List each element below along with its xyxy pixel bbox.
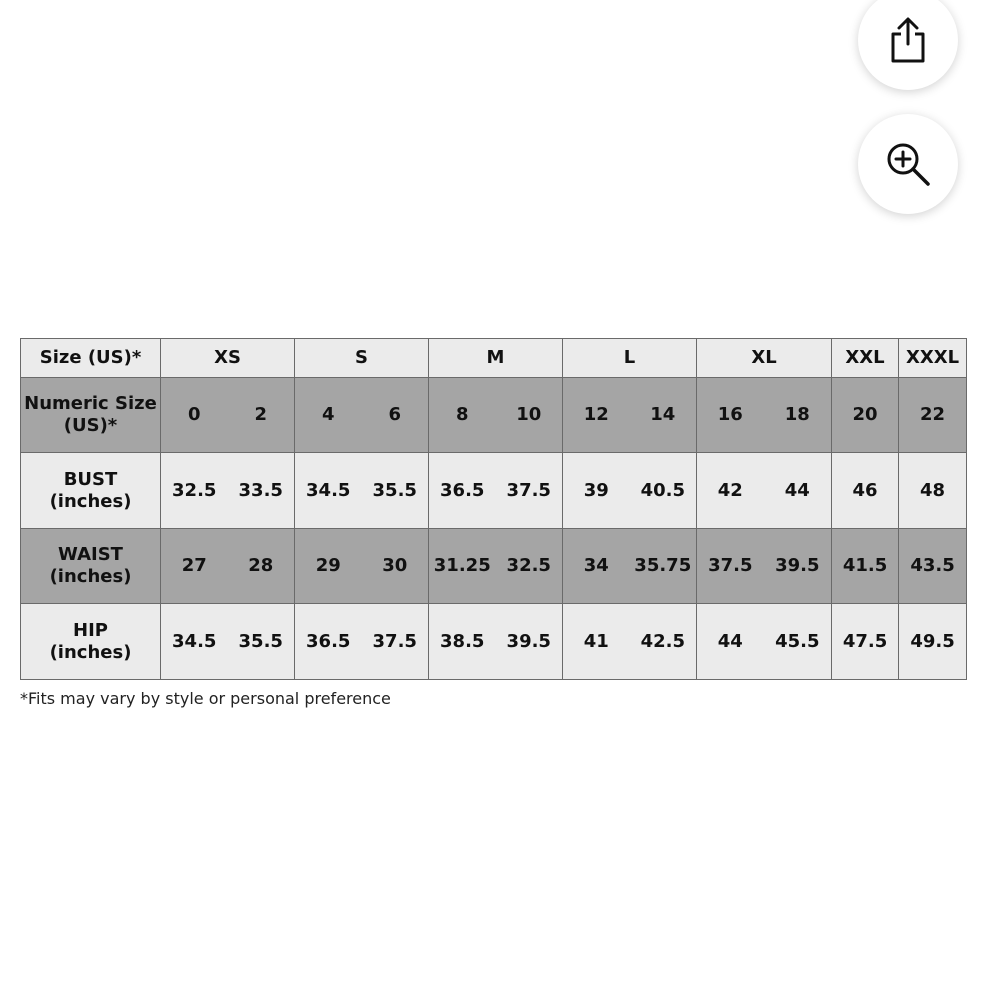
zoom-button[interactable] — [858, 114, 958, 214]
table-cell: 37.5 — [697, 528, 764, 604]
table-cell: 37.5 — [496, 453, 563, 529]
size-header-row — [21, 339, 967, 378]
table-cell: 28 — [228, 528, 295, 604]
table-cell: 41.5 — [832, 528, 899, 604]
row-label-line1: WAIST — [58, 544, 123, 566]
table-cell: 41 — [563, 604, 630, 680]
row-label-line1: BUST — [63, 468, 118, 490]
table-cell: 34 — [563, 528, 630, 604]
row-label-line2: (US)* — [63, 414, 118, 436]
table-cell: 48 — [899, 453, 967, 529]
table-cell: 33.5 — [228, 453, 295, 529]
size-us-header: Size (US)* — [21, 339, 161, 378]
table-cell: 12 — [563, 377, 630, 453]
table-cell: 34.5 — [161, 604, 228, 680]
hip-row — [21, 604, 967, 680]
size-l: L — [563, 339, 697, 378]
table-cell: 10 — [496, 377, 563, 453]
waist-row — [21, 528, 967, 604]
table-cell: 47.5 — [832, 604, 899, 680]
table-cell: 2 — [228, 377, 295, 453]
table-cell: 49.5 — [899, 604, 967, 680]
table-cell: 4 — [295, 377, 362, 453]
table-cell: 39.5 — [496, 604, 563, 680]
table-cell: 43.5 — [899, 528, 967, 604]
table-cell: 40.5 — [630, 453, 697, 529]
table-cell: 34.5 — [295, 453, 362, 529]
table-cell: 44 — [764, 453, 832, 529]
size-chart-image — [20, 338, 967, 680]
table-cell: 14 — [630, 377, 697, 453]
table-cell: 44 — [697, 604, 764, 680]
share-icon — [888, 16, 928, 64]
table-cell: 35.5 — [228, 604, 295, 680]
table-cell: 22 — [899, 377, 967, 453]
table-cell: 18 — [764, 377, 832, 453]
bust-row — [21, 453, 967, 529]
table-cell: 42 — [697, 453, 764, 529]
table-cell: 8 — [429, 377, 496, 453]
size-chart-table — [20, 338, 967, 680]
table-cell: 36.5 — [295, 604, 362, 680]
table-cell: 20 — [832, 377, 899, 453]
size-xxxl: XXXL — [899, 339, 967, 378]
table-cell: 45.5 — [764, 604, 832, 680]
row-label-line2: (inches) — [49, 566, 132, 588]
numeric-size-row — [21, 377, 967, 453]
table-cell: 32.5 — [496, 528, 563, 604]
table-cell: 36.5 — [429, 453, 496, 529]
table-cell: 38.5 — [429, 604, 496, 680]
row-label-line2: (inches) — [49, 490, 132, 512]
row-label-line2: (inches) — [49, 641, 132, 663]
table-cell: 0 — [161, 377, 228, 453]
table-cell: 31.25 — [429, 528, 496, 604]
table-cell: 27 — [161, 528, 228, 604]
table-cell: 39 — [563, 453, 630, 529]
fit-footnote: *Fits may vary by style or personal preference — [20, 689, 391, 708]
row-label — [21, 528, 161, 604]
table-cell: 35.5 — [362, 453, 429, 529]
row-label — [21, 453, 161, 529]
row-label — [21, 377, 161, 453]
size-xs: XS — [161, 339, 295, 378]
table-cell: 35.75 — [630, 528, 697, 604]
table-cell: 29 — [295, 528, 362, 604]
table-cell: 6 — [362, 377, 429, 453]
size-xxl: XXL — [832, 339, 899, 378]
row-label — [21, 604, 161, 680]
size-m: M — [429, 339, 563, 378]
table-cell: 16 — [697, 377, 764, 453]
size-xl: XL — [697, 339, 832, 378]
table-cell: 39.5 — [764, 528, 832, 604]
share-button[interactable] — [858, 0, 958, 90]
size-s: S — [295, 339, 429, 378]
row-label-line1: HIP — [73, 620, 108, 642]
table-cell: 46 — [832, 453, 899, 529]
zoom-in-icon — [884, 140, 932, 188]
row-label-line1: Numeric Size — [24, 393, 157, 415]
table-cell: 30 — [362, 528, 429, 604]
table-cell: 32.5 — [161, 453, 228, 529]
table-cell: 42.5 — [630, 604, 697, 680]
table-cell: 37.5 — [362, 604, 429, 680]
